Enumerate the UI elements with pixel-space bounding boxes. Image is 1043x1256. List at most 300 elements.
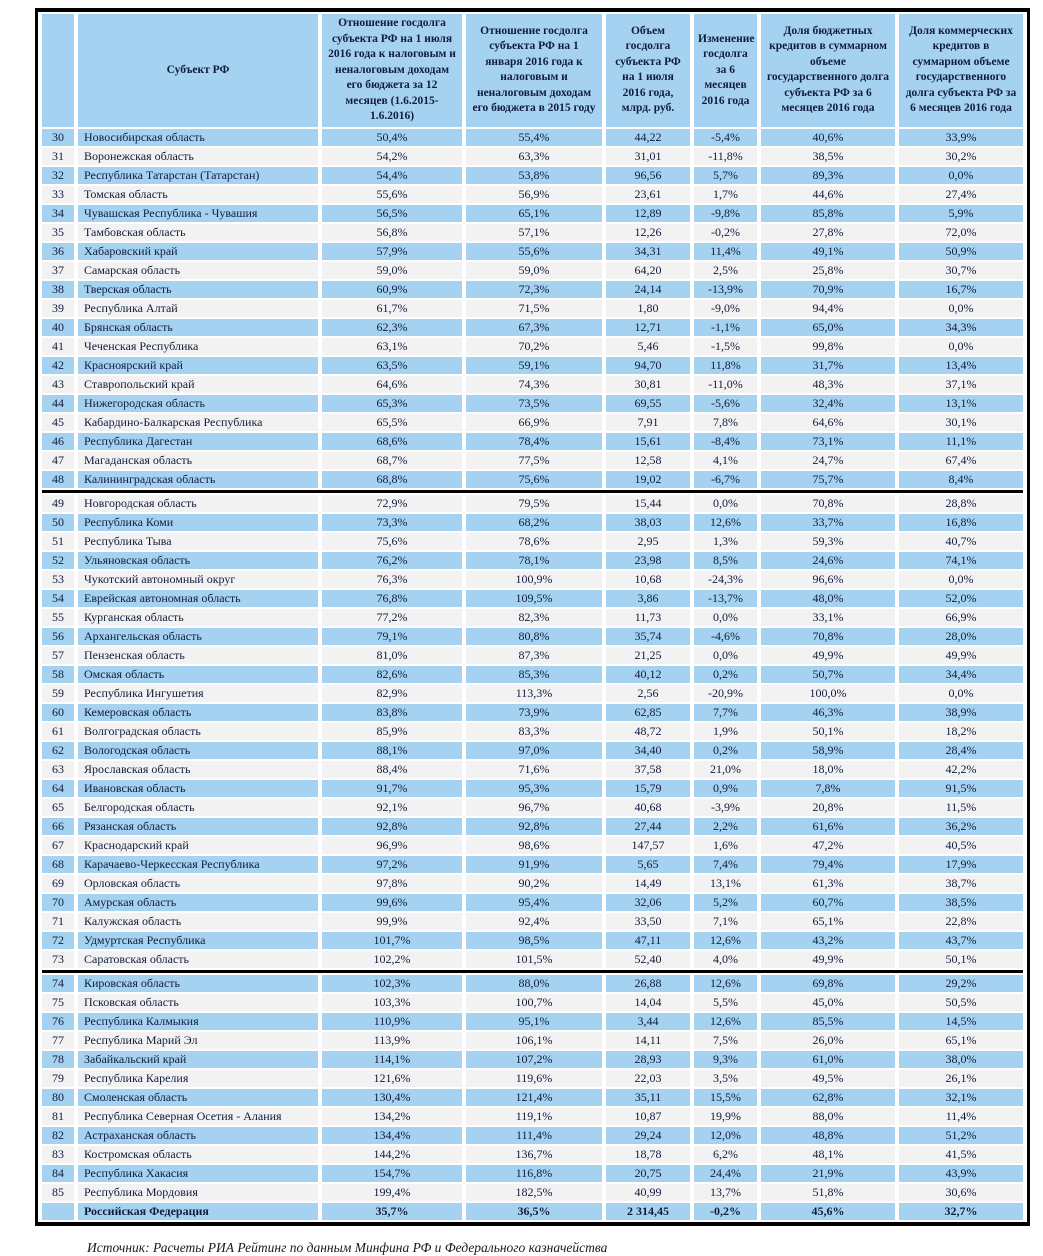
value-cell: 15,61 — [606, 433, 690, 450]
value-cell: 40,68 — [606, 799, 690, 816]
value-cell: 72,3% — [466, 281, 602, 298]
value-cell: 12,6% — [694, 932, 757, 949]
value-cell: -11,0% — [694, 376, 757, 393]
value-cell: 38,0% — [899, 1051, 1023, 1068]
table-row — [42, 262, 1023, 279]
value-cell: 95,3% — [466, 780, 602, 797]
value-cell: 35,11 — [606, 1089, 690, 1106]
region-name: Белгородская область — [78, 799, 318, 816]
table-row — [42, 932, 1023, 949]
value-cell: 199,4% — [322, 1184, 462, 1201]
region-name: Карачаево-Черкесская Республика — [78, 856, 318, 873]
value-cell: 13,7% — [694, 1184, 757, 1201]
value-cell: 64,6% — [322, 376, 462, 393]
value-cell: 28,93 — [606, 1051, 690, 1068]
value-cell: 134,2% — [322, 1108, 462, 1125]
value-cell: -1,1% — [694, 319, 757, 336]
value-cell: 7,5% — [694, 1032, 757, 1049]
region-name: Кабардино-Балкарская Республика — [78, 414, 318, 431]
row-number: 39 — [42, 300, 74, 317]
value-cell: 65,1% — [761, 913, 895, 930]
value-cell: 21,9% — [761, 1165, 895, 1182]
value-cell: 59,0% — [466, 262, 602, 279]
row-number: 30 — [42, 129, 74, 146]
region-name: Омская область — [78, 666, 318, 683]
table-row — [42, 837, 1023, 854]
row-number: 58 — [42, 666, 74, 683]
value-cell: 101,7% — [322, 932, 462, 949]
value-cell: 18,0% — [761, 761, 895, 778]
value-cell: 92,4% — [466, 913, 602, 930]
row-number: 75 — [42, 994, 74, 1011]
table-row — [42, 224, 1023, 241]
value-cell: 49,5% — [761, 1070, 895, 1087]
region-name: Нижегородская область — [78, 395, 318, 412]
value-cell: 65,1% — [466, 205, 602, 222]
value-cell: 43,2% — [761, 932, 895, 949]
value-cell: 12,6% — [694, 1013, 757, 1030]
value-cell: 20,75 — [606, 1165, 690, 1182]
value-cell: 34,40 — [606, 742, 690, 759]
table-row — [42, 319, 1023, 336]
table-row — [42, 571, 1023, 588]
value-cell: 73,9% — [466, 704, 602, 721]
value-cell: 73,5% — [466, 395, 602, 412]
value-cell: 43,7% — [899, 932, 1023, 949]
row-number: 49 — [42, 495, 74, 512]
value-cell: 35,7% — [322, 1203, 462, 1220]
row-number: 81 — [42, 1108, 74, 1125]
value-cell: 16,8% — [899, 514, 1023, 531]
value-cell: 4,0% — [694, 951, 757, 968]
value-cell: 22,8% — [899, 913, 1023, 930]
value-cell: 53,8% — [466, 167, 602, 184]
value-cell: 13,4% — [899, 357, 1023, 374]
table-row — [42, 495, 1023, 512]
value-cell: 14,11 — [606, 1032, 690, 1049]
row-number: 44 — [42, 395, 74, 412]
value-cell: 99,8% — [761, 338, 895, 355]
value-cell: 12,71 — [606, 319, 690, 336]
value-cell: 13,1% — [899, 395, 1023, 412]
value-cell: 40,7% — [899, 533, 1023, 550]
value-cell: 68,6% — [322, 433, 462, 450]
table-row — [42, 913, 1023, 930]
value-cell: 56,5% — [322, 205, 462, 222]
value-cell: 5,7% — [694, 167, 757, 184]
table-row — [42, 167, 1023, 184]
value-cell: 0,2% — [694, 742, 757, 759]
value-cell: -0,2% — [694, 224, 757, 241]
value-cell: 4,1% — [694, 452, 757, 469]
region-name: Краснодарский край — [78, 837, 318, 854]
region-name: Рязанская область — [78, 818, 318, 835]
value-cell: 147,57 — [606, 837, 690, 854]
col-header-debt-volume: Объем госдолга субъекта РФ на 1 июля 2016 года, млрд. руб. — [606, 14, 690, 127]
table-row — [42, 856, 1023, 873]
value-cell: 59,0% — [322, 262, 462, 279]
row-number: 65 — [42, 799, 74, 816]
value-cell: 85,9% — [322, 723, 462, 740]
value-cell: 33,1% — [761, 609, 895, 626]
region-name: Тверская область — [78, 281, 318, 298]
row-number: 77 — [42, 1032, 74, 1049]
value-cell: 38,7% — [899, 875, 1023, 892]
table-row — [42, 1165, 1023, 1182]
row-number: 63 — [42, 761, 74, 778]
row-number: 32 — [42, 167, 74, 184]
table-row — [42, 376, 1023, 393]
table-row — [42, 609, 1023, 626]
row-number: 69 — [42, 875, 74, 892]
value-cell: 80,8% — [466, 628, 602, 645]
value-cell: 67,3% — [466, 319, 602, 336]
region-name: Республика Мордовия — [78, 1184, 318, 1201]
value-cell: 34,4% — [899, 666, 1023, 683]
value-cell: 65,1% — [899, 1032, 1023, 1049]
value-cell: -13,9% — [694, 281, 757, 298]
value-cell: 121,4% — [466, 1089, 602, 1106]
value-cell: 98,5% — [466, 932, 602, 949]
value-cell: 59,3% — [761, 533, 895, 550]
table-row — [42, 761, 1023, 778]
value-cell: 10,68 — [606, 571, 690, 588]
col-header-debt-change: Изменение госдолга за 6 месяцев 2016 года — [694, 14, 757, 127]
value-cell: 121,6% — [322, 1070, 462, 1087]
value-cell: 49,9% — [761, 951, 895, 968]
value-cell: 2,5% — [694, 262, 757, 279]
value-cell: 11,73 — [606, 609, 690, 626]
table-row — [42, 951, 1023, 968]
value-cell: 56,9% — [466, 186, 602, 203]
value-cell: 65,0% — [761, 319, 895, 336]
value-cell: 27,4% — [899, 186, 1023, 203]
region-name: Ставропольский край — [78, 376, 318, 393]
value-cell: 30,6% — [899, 1184, 1023, 1201]
row-number — [42, 1203, 74, 1220]
table-row — [42, 514, 1023, 531]
value-cell: 40,12 — [606, 666, 690, 683]
group-separator — [42, 970, 1023, 973]
value-cell: 68,7% — [322, 452, 462, 469]
value-cell: 7,1% — [694, 913, 757, 930]
value-cell: 61,3% — [761, 875, 895, 892]
value-cell: 0,0% — [694, 647, 757, 664]
table-row — [42, 590, 1023, 607]
value-cell: 43,9% — [899, 1165, 1023, 1182]
value-cell: 57,9% — [322, 243, 462, 260]
value-cell: 63,5% — [322, 357, 462, 374]
region-name: Саратовская область — [78, 951, 318, 968]
value-cell: -8,4% — [694, 433, 757, 450]
value-cell: 91,7% — [322, 780, 462, 797]
value-cell: 67,4% — [899, 452, 1023, 469]
value-cell: 50,4% — [322, 129, 462, 146]
region-name: Калужская область — [78, 913, 318, 930]
value-cell: 66,9% — [466, 414, 602, 431]
value-cell: 74,1% — [899, 552, 1023, 569]
value-cell: 29,24 — [606, 1127, 690, 1144]
value-cell: 32,7% — [899, 1203, 1023, 1220]
table-row — [42, 1127, 1023, 1144]
table-body — [42, 129, 1023, 1220]
value-cell: 77,5% — [466, 452, 602, 469]
value-cell: 134,4% — [322, 1127, 462, 1144]
row-number: 54 — [42, 590, 74, 607]
value-cell: 38,9% — [899, 704, 1023, 721]
value-cell: 97,2% — [322, 856, 462, 873]
value-cell: 73,3% — [322, 514, 462, 531]
value-cell: 0,0% — [899, 338, 1023, 355]
table-row — [42, 186, 1023, 203]
table-row — [42, 1184, 1023, 1201]
value-cell: 33,7% — [761, 514, 895, 531]
value-cell: 62,3% — [322, 319, 462, 336]
row-number: 57 — [42, 647, 74, 664]
value-cell: 31,7% — [761, 357, 895, 374]
value-cell: 82,3% — [466, 609, 602, 626]
value-cell: 47,11 — [606, 932, 690, 949]
value-cell: 28,4% — [899, 742, 1023, 759]
value-cell: 49,9% — [761, 647, 895, 664]
value-cell: 111,4% — [466, 1127, 602, 1144]
value-cell: 37,1% — [899, 376, 1023, 393]
row-number: 82 — [42, 1127, 74, 1144]
value-cell: 31,01 — [606, 148, 690, 165]
value-cell: 48,72 — [606, 723, 690, 740]
header-row — [42, 14, 1023, 127]
region-name: Пензенская область — [78, 647, 318, 664]
table-row — [42, 975, 1023, 992]
value-cell: 97,8% — [322, 875, 462, 892]
value-cell: 9,3% — [694, 1051, 757, 1068]
value-cell: 99,6% — [322, 894, 462, 911]
row-number: 31 — [42, 148, 74, 165]
value-cell: 33,50 — [606, 913, 690, 930]
value-cell: 40,5% — [899, 837, 1023, 854]
value-cell: 7,91 — [606, 414, 690, 431]
table-row — [42, 414, 1023, 431]
value-cell: 55,6% — [322, 186, 462, 203]
region-name: Республика Карелия — [78, 1070, 318, 1087]
row-number: 59 — [42, 685, 74, 702]
row-number: 73 — [42, 951, 74, 968]
value-cell: 102,3% — [322, 975, 462, 992]
value-cell: 22,03 — [606, 1070, 690, 1087]
value-cell: 1,3% — [694, 533, 757, 550]
value-cell: 35,74 — [606, 628, 690, 645]
value-cell: 76,3% — [322, 571, 462, 588]
table-row — [42, 780, 1023, 797]
value-cell: 37,58 — [606, 761, 690, 778]
value-cell: 48,0% — [761, 590, 895, 607]
value-cell: 70,9% — [761, 281, 895, 298]
table-row — [42, 875, 1023, 892]
value-cell: -3,9% — [694, 799, 757, 816]
value-cell: 81,0% — [322, 647, 462, 664]
table-row — [42, 1013, 1023, 1030]
value-cell: 17,9% — [899, 856, 1023, 873]
region-name: Кировская область — [78, 975, 318, 992]
value-cell: 91,5% — [899, 780, 1023, 797]
value-cell: 83,3% — [466, 723, 602, 740]
value-cell: 119,1% — [466, 1108, 602, 1125]
region-name: Чеченская Республика — [78, 338, 318, 355]
row-number: 48 — [42, 471, 74, 488]
value-cell: 83,8% — [322, 704, 462, 721]
region-name: Калининградская область — [78, 471, 318, 488]
value-cell: -9,8% — [694, 205, 757, 222]
value-cell: 54,2% — [322, 148, 462, 165]
value-cell: 3,86 — [606, 590, 690, 607]
value-cell: 2,95 — [606, 533, 690, 550]
value-cell: 12,58 — [606, 452, 690, 469]
value-cell: 33,9% — [899, 129, 1023, 146]
value-cell: 47,2% — [761, 837, 895, 854]
value-cell: 116,8% — [466, 1165, 602, 1182]
value-cell: 5,46 — [606, 338, 690, 355]
row-number: 52 — [42, 552, 74, 569]
value-cell: 72,0% — [899, 224, 1023, 241]
value-cell: 7,4% — [694, 856, 757, 873]
value-cell: 55,6% — [466, 243, 602, 260]
value-cell: 11,4% — [694, 243, 757, 260]
value-cell: 78,6% — [466, 533, 602, 550]
value-cell: 130,4% — [322, 1089, 462, 1106]
value-cell: 65,3% — [322, 395, 462, 412]
table-row — [42, 994, 1023, 1011]
row-number: 55 — [42, 609, 74, 626]
value-cell: 92,8% — [322, 818, 462, 835]
value-cell: 78,4% — [466, 433, 602, 450]
regional-debt-table — [35, 8, 1030, 1226]
value-cell: 63,3% — [466, 148, 602, 165]
value-cell: 2 314,45 — [606, 1203, 690, 1220]
region-name: Ивановская область — [78, 780, 318, 797]
region-name: Республика Калмыкия — [78, 1013, 318, 1030]
row-number: 76 — [42, 1013, 74, 1030]
value-cell: 50,1% — [761, 723, 895, 740]
table-row — [42, 742, 1023, 759]
value-cell: 75,6% — [466, 471, 602, 488]
value-cell: 79,5% — [466, 495, 602, 512]
value-cell: 55,4% — [466, 129, 602, 146]
value-cell: 24,7% — [761, 452, 895, 469]
value-cell: 42,2% — [899, 761, 1023, 778]
value-cell: 15,79 — [606, 780, 690, 797]
value-cell: 61,0% — [761, 1051, 895, 1068]
value-cell: 98,6% — [466, 837, 602, 854]
value-cell: 0,9% — [694, 780, 757, 797]
value-cell: -0,2% — [694, 1203, 757, 1220]
value-cell: 107,2% — [466, 1051, 602, 1068]
row-number: 36 — [42, 243, 74, 260]
value-cell: 92,8% — [466, 818, 602, 835]
value-cell: 85,3% — [466, 666, 602, 683]
region-name: Республика Татарстан (Татарстан) — [78, 167, 318, 184]
value-cell: -6,7% — [694, 471, 757, 488]
value-cell: 0,0% — [899, 167, 1023, 184]
value-cell: 0,0% — [899, 571, 1023, 588]
row-number: 61 — [42, 723, 74, 740]
value-cell: 48,3% — [761, 376, 895, 393]
value-cell: 21,0% — [694, 761, 757, 778]
value-cell: 100,0% — [761, 685, 895, 702]
table-row — [42, 894, 1023, 911]
value-cell: 106,1% — [466, 1032, 602, 1049]
region-name: Курганская область — [78, 609, 318, 626]
row-number: 53 — [42, 571, 74, 588]
region-name: Магаданская область — [78, 452, 318, 469]
region-name: Астраханская область — [78, 1127, 318, 1144]
value-cell: 95,4% — [466, 894, 602, 911]
table-row — [42, 338, 1023, 355]
region-name: Красноярский край — [78, 357, 318, 374]
value-cell: 113,9% — [322, 1032, 462, 1049]
value-cell: -5,6% — [694, 395, 757, 412]
row-number: 43 — [42, 376, 74, 393]
col-header-debt-ratio-january: Отношение госдолга субъекта РФ на 1 января 2016 года к налоговым и неналоговым доходам его бюджета в 2015 году — [466, 14, 602, 127]
value-cell: 0,0% — [694, 609, 757, 626]
value-cell: 14,49 — [606, 875, 690, 892]
table-row — [42, 281, 1023, 298]
row-number: 74 — [42, 975, 74, 992]
value-cell: 45,0% — [761, 994, 895, 1011]
value-cell: 45,6% — [761, 1203, 895, 1220]
value-cell: 32,4% — [761, 395, 895, 412]
col-header-commercial-credits-share: Доля коммерческих кредитов в суммарном объеме государственного долга субъекта РФ за 6 месяцев 2016 года — [899, 14, 1023, 127]
value-cell: 103,3% — [322, 994, 462, 1011]
value-cell: 1,9% — [694, 723, 757, 740]
row-number: 37 — [42, 262, 74, 279]
value-cell: 99,9% — [322, 913, 462, 930]
region-name: Ярославская область — [78, 761, 318, 778]
row-number: 38 — [42, 281, 74, 298]
value-cell: 30,81 — [606, 376, 690, 393]
value-cell: 12,0% — [694, 1127, 757, 1144]
value-cell: 78,1% — [466, 552, 602, 569]
region-name: Псковская область — [78, 994, 318, 1011]
value-cell: 70,8% — [761, 628, 895, 645]
value-cell: 114,1% — [322, 1051, 462, 1068]
table-row — [42, 1070, 1023, 1087]
value-cell: 11,4% — [899, 1108, 1023, 1125]
value-cell: 68,2% — [466, 514, 602, 531]
table-row — [42, 243, 1023, 260]
value-cell: 75,6% — [322, 533, 462, 550]
value-cell: 19,02 — [606, 471, 690, 488]
value-cell: 82,6% — [322, 666, 462, 683]
value-cell: 16,7% — [899, 281, 1023, 298]
table-row — [42, 1032, 1023, 1049]
value-cell: 30,1% — [899, 414, 1023, 431]
col-header-index — [42, 14, 74, 127]
value-cell: 49,9% — [899, 647, 1023, 664]
row-number: 67 — [42, 837, 74, 854]
row-number: 51 — [42, 533, 74, 550]
value-cell: 71,6% — [466, 761, 602, 778]
value-cell: 40,99 — [606, 1184, 690, 1201]
region-name: Республика Хакасия — [78, 1165, 318, 1182]
value-cell: 77,2% — [322, 609, 462, 626]
value-cell: 64,20 — [606, 262, 690, 279]
region-name: Брянская область — [78, 319, 318, 336]
value-cell: 63,1% — [322, 338, 462, 355]
row-number: 68 — [42, 856, 74, 873]
value-cell: 26,88 — [606, 975, 690, 992]
value-cell: 29,2% — [899, 975, 1023, 992]
table-row — [42, 148, 1023, 165]
